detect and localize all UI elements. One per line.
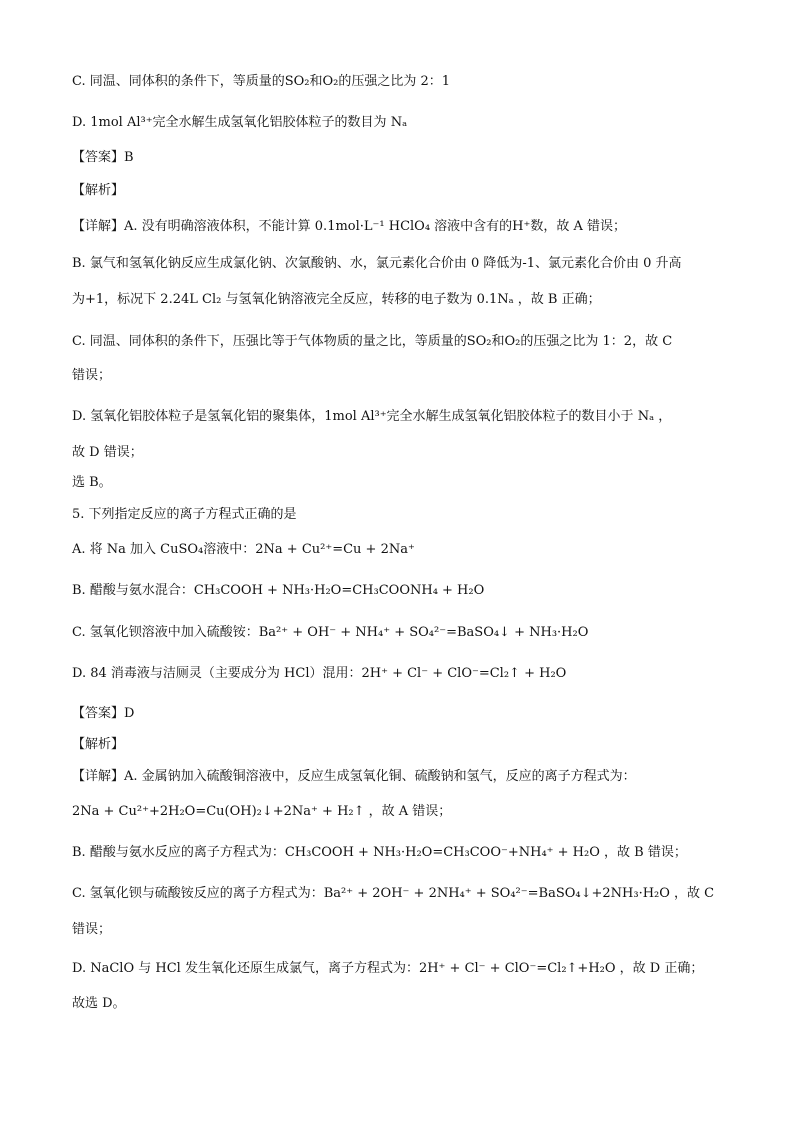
choose-b-line: 选 B。 bbox=[72, 475, 112, 490]
detail-d-line-1: D. 氢氧化铝胶体粒子是氢氧化铝的聚集体，1mol Al³⁺完全水解生成氢氧化铝胶体粒子的数目小于 Nₐ ， bbox=[72, 409, 672, 424]
q5-option-c: C. 氢氧化钡溶液中加入硫酸铵：Ba²⁺ + OH⁻ + NH₄⁺ + SO₄²⁻=BaSO₄↓ + NH₃·H₂O bbox=[72, 625, 589, 640]
q5-detail-a-line-2: 2Na + Cu²⁺+2H₂O=Cu(OH)₂↓+2Na⁺ + H₂↑ ，故 A 错误； bbox=[72, 804, 452, 819]
q5-detail-c-line-1: C. 氢氧化钡与硫酸铵反应的离子方程式为：Ba²⁺ + 2OH⁻ + 2NH₄⁺ + SO₄²⁻=BaSO₄↓+2NH₃·H₂O ，故 C bbox=[72, 886, 715, 901]
detail-c-line-1: C. 同温、同体积的条件下，压强比等于气体物质的量之比，等质量的SO₂和O₂的压强之比为 1：2，故 C bbox=[72, 334, 673, 349]
detail-a-line: 【详解】A. 没有明确溶液体积，不能计算 0.1mol·L⁻¹ HClO₄ 溶液中含有的H⁺数，故 A 错误； bbox=[72, 219, 627, 234]
q5-detail-c-line-2: 错误； bbox=[72, 922, 112, 937]
q5-detail-d-line: D. NaClO 与 HCl 发生氧化还原生成氯气，离子方程式为：2H⁺ + Cl⁻ + ClO⁻=Cl₂↑+H₂O ，故 D 正确； bbox=[72, 961, 704, 976]
choose-d-line: 故选 D。 bbox=[72, 996, 126, 1011]
question-5-title: 5. 下列指定反应的离子方程式正确的是 bbox=[72, 507, 297, 522]
detail-d-line-2: 故 D 错误； bbox=[72, 445, 143, 460]
detail-b-line-2: 为+1，标况下 2.24L Cl₂ 与氢氧化钠溶液完全反应，转移的电子数为 0.1Nₐ ，故 B 正确； bbox=[72, 292, 601, 307]
option-d-line: D. 1mol Al³⁺完全水解生成氢氧化铝胶体粒子的数目为 Nₐ bbox=[72, 115, 408, 130]
option-c-line: C. 同温、同体积的条件下，等质量的SO₂和O₂的压强之比为 2：1 bbox=[72, 74, 451, 89]
detail-b-line-1: B. 氯气和氢氧化钠反应生成氯化钠、次氯酸钠、水，氯元素化合价由 0 降低为-1、氯元素化合价由 0 升高 bbox=[72, 256, 682, 271]
q5-detail-a-line-1: 【详解】A. 金属钠加入硫酸铜溶液中，反应生成氢氧化铜、硫酸钠和氢气，反应的离子方程式为： bbox=[72, 769, 636, 784]
answer-label-2: 【答案】D bbox=[72, 706, 135, 721]
q5-option-d: D. 84 消毒液与洁厕灵（主要成分为 HCl）混用：2H⁺ + Cl⁻ + ClO⁻=Cl₂↑ + H₂O bbox=[72, 666, 567, 681]
analysis-label: 【解析】 bbox=[72, 183, 125, 198]
detail-c-line-2: 错误； bbox=[72, 368, 112, 383]
q5-detail-b-line: B. 醋酸与氨水反应的离子方程式为：CH₃COOH + NH₃·H₂O=CH₃COO⁻+NH₄⁺ + H₂O ，故 B 错误； bbox=[72, 845, 687, 860]
answer-label: 【答案】B bbox=[72, 150, 134, 165]
q5-option-a: A. 将 Na 加入 CuSO₄溶液中：2Na + Cu²⁺=Cu + 2Na⁺ bbox=[72, 542, 415, 557]
q5-option-b: B. 醋酸与氨水混合：CH₃COOH + NH₃·H₂O=CH₃COONH₄ + H₂O bbox=[72, 583, 485, 598]
analysis-label-2: 【解析】 bbox=[72, 737, 125, 752]
